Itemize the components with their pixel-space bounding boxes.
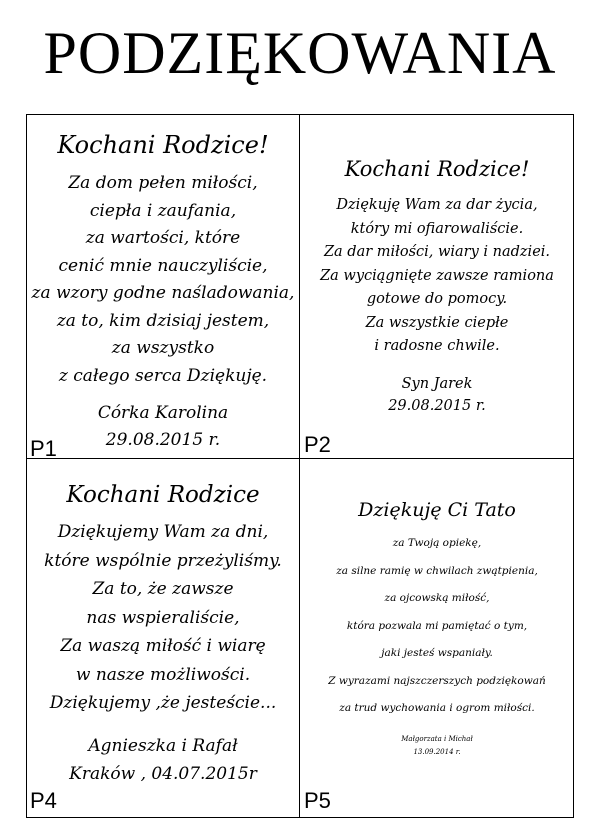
card-p2 <box>302 154 572 417</box>
card-p5 <box>302 496 572 759</box>
card-heading: Kochani Rodzice! <box>57 131 269 159</box>
card-line: w nasze możliwości. <box>75 664 251 685</box>
card-line: Za wyciągnięte zawsze ramiona <box>320 267 554 284</box>
page-title: PODZIĘKOWANIA <box>43 20 557 86</box>
card-signature <box>28 400 298 454</box>
card-line: Za dom pełen miłości, <box>68 173 258 193</box>
card-line: Za dar miłości, wiary i nadziei. <box>323 244 551 260</box>
card-body <box>302 530 572 723</box>
card-heading: Kochani Rodzice <box>66 482 260 508</box>
card-line: za silne ramię w chwilach zwątpienia, <box>336 564 538 577</box>
card-signature <box>302 373 572 417</box>
card-p1 <box>28 128 298 454</box>
card-line: która pozwala mi pamiętać o tym, <box>346 619 528 632</box>
signature-name: Małgorzata i Michał <box>401 734 473 743</box>
card-line: za wartości, które <box>85 228 241 248</box>
signature-date: 29.08.2015 r. <box>388 397 486 414</box>
card-line: Za wszystkie ciepłe <box>365 314 509 331</box>
card-label-p4: P4 <box>30 788 57 813</box>
signature-date: 13.09.2014 r. <box>413 747 461 756</box>
card-line: za wszystko <box>111 338 215 358</box>
signature-name: Córka Karolina <box>97 403 229 423</box>
card-label-p1: P1 <box>30 436 57 461</box>
signature-date: 29.08.2015 r. <box>105 430 221 450</box>
card-label-p5: P5 <box>304 788 331 813</box>
card-p4 <box>28 478 298 788</box>
card-line: Za waszą miłość i wiarę <box>60 636 266 656</box>
signature-date: Kraków , 04.07.2015r <box>69 763 257 784</box>
card-line: gotowe do pomocy. <box>366 291 508 307</box>
card-line: które wspólnie przeżyliśmy. <box>44 550 282 571</box>
card-body <box>302 194 572 359</box>
grid-divider-vertical <box>299 114 300 818</box>
card-line: jaki jesteś wspaniały. <box>381 647 493 659</box>
grid-divider-horizontal <box>26 458 574 459</box>
card-line: z całego serca Dziękuję. <box>58 365 268 386</box>
card-body <box>28 518 298 718</box>
signature-name: Syn Jarek <box>401 375 473 392</box>
card-line: za Twoją opiekę, <box>392 537 482 549</box>
card-line: za wzory godne naśladowania, <box>31 283 295 303</box>
card-signature <box>28 732 298 788</box>
card-line: za to, kim dzisiaj jestem, <box>56 310 270 331</box>
card-line: cenić mnie nauczyliście, <box>58 255 268 276</box>
card-line: za trud wychowania i ogrom miłości. <box>339 702 535 714</box>
card-line: Za to, że zawsze <box>92 579 234 599</box>
card-line: Dziękujemy ,że jesteście... <box>49 693 277 713</box>
card-line: ciepła i zaufania, <box>89 200 237 221</box>
card-body <box>28 170 298 390</box>
card-line: i radosne chwile. <box>374 338 500 354</box>
signature-name: Agnieszka i Rafał <box>88 735 238 756</box>
card-line: Z wyrazami najszczerszych podziękowań <box>328 674 546 687</box>
card-line: który mi ofiarowaliście. <box>350 220 524 237</box>
card-line: za ojcowską miłość, <box>384 592 490 604</box>
card-label-p2: P2 <box>304 432 331 457</box>
card-signature <box>302 733 572 759</box>
card-line: Dziękuję Wam za dar życia, <box>336 197 538 213</box>
card-heading: Dziękuję Ci Tato <box>358 499 516 521</box>
card-heading: Kochani Rodzice! <box>344 157 530 181</box>
card-line: nas wspieraliście, <box>86 607 240 628</box>
card-line: Dziękujemy Wam za dni, <box>57 522 269 542</box>
